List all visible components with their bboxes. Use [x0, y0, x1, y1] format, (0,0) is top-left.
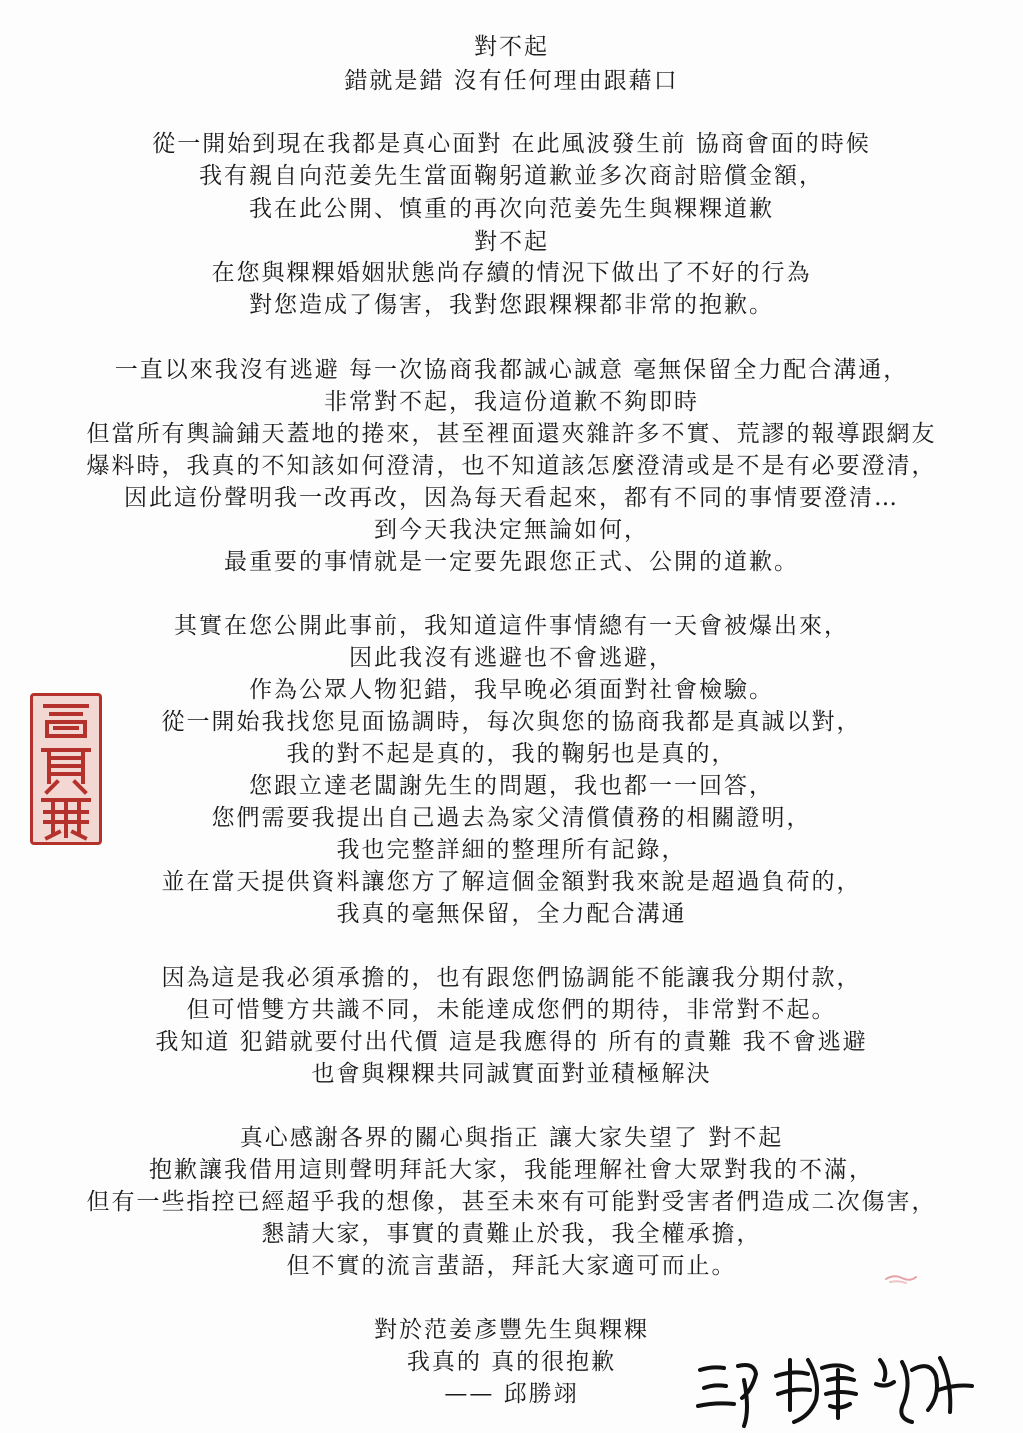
statement-subtitle: 錯就是錯 沒有任何理由跟藉口: [344, 68, 679, 94]
paragraph5-line: 抱歉讓我借用這則聲明拜託大家，我能理解社會大眾對我的不滿，: [149, 1157, 874, 1183]
paragraph5-line: 懇請大家，事實的責難止於我，我全權承擔，: [261, 1221, 762, 1247]
seal-glyphs: [33, 696, 99, 842]
paragraph1-line: 我在此公開、慎重的再次向范姜先生與粿粿道歉: [249, 196, 774, 222]
paragraph2-line: 但當所有輿論鋪天蓋地的捲來，甚至裡面還夾雜許多不實、荒謬的報導跟網友: [86, 421, 937, 447]
handwritten-signature: [690, 1340, 980, 1430]
paragraph3-line: 您跟立達老闆謝先生的問題，我也都一一回答，: [249, 773, 774, 799]
paragraph4-line: 也會與粿粿共同誠實面對並積極解決: [311, 1061, 712, 1087]
paragraph3-line: 我真的毫無保留，全力配合溝通: [336, 901, 687, 927]
paragraph3-line: 作為公眾人物犯錯，我早晚必須面對社會檢驗。: [249, 677, 774, 703]
paragraph2-line: 到今天我決定無論如何，: [374, 517, 649, 543]
closing-line: —— 邱勝翊: [444, 1381, 579, 1407]
paragraph4-line: 但可惜雙方共識不同，未能達成您們的期待，非常對不起。: [186, 997, 837, 1023]
paragraph1-line: 我有親自向范姜先生當面鞠躬道歉並多次商討賠償金額，: [199, 163, 824, 189]
statement-title: 對不起: [474, 34, 549, 60]
paragraph3-line: 並在當天提供資料讓您方了解這個金額對我來說是超過負荷的，: [161, 869, 862, 895]
paragraph1-line: 對您造成了傷害，我對您跟粿粿都非常的抱歉。: [249, 292, 774, 318]
paragraph2-line: 因此這份聲明我一改再改，因為每天看起來，都有不同的事情要澄清…: [124, 485, 899, 511]
paragraph2-line: 非常對不起，我這份道歉不夠即時: [324, 389, 699, 415]
paragraph5-line: 但不實的流言蜚語，拜託大家適可而止。: [286, 1253, 737, 1279]
paragraph2-line: 一直以來我沒有逃避 每一次協商我都誠心誠意 毫無保留全力配合溝通，: [114, 357, 909, 383]
paragraph3-line: 您們需要我提出自己過去為家父清償債務的相關證明，: [211, 805, 812, 831]
paragraph5-line: 但有一些指控已經超乎我的想像，甚至未來有可能對受害者們造成二次傷害，: [86, 1189, 937, 1215]
paragraph3-line: 我的對不起是真的，我的鞠躬也是真的，: [286, 741, 737, 767]
paragraph3-line: 其實在您公開此事前，我知道這件事情總有一天會被爆出來，: [174, 613, 849, 639]
paragraph3-line: 因此我沒有逃避也不會逃避，: [349, 645, 674, 671]
paragraph4-line: 我知道 犯錯就要付出代價 這是我應得的 所有的責難 我不會逃避: [155, 1029, 868, 1055]
paragraph1-line: 在您與粿粿婚姻狀態尚存續的情況下做出了不好的行為: [211, 260, 812, 286]
paragraph2-line: 爆料時，我真的不知該如何澄清，也不知道該怎麼澄清或是不是有必要澄清，: [86, 453, 937, 479]
closing-line: 我真的 真的很抱歉: [406, 1349, 617, 1375]
paragraph1-line: 對不起: [474, 229, 549, 255]
paragraph4-line: 因為這是我必須承擔的，也有跟您們協調能不能讓我分期付款，: [161, 965, 862, 991]
paragraph3-line: 從一開始我找您見面協調時，每次與您的協商我都是真誠以對，: [161, 709, 862, 735]
paragraph5-line: 真心感謝各界的關心與指正 讓大家失望了 對不起: [239, 1125, 784, 1151]
red-seal-stamp: [30, 693, 102, 845]
pink-ink-smudge: [884, 1272, 918, 1286]
paragraph1-line: 從一開始到現在我都是真心面對 在此風波發生前 協商會面的時候: [152, 131, 871, 157]
paragraph2-line: 最重要的事情就是一定要先跟您正式、公開的道歉。: [224, 549, 799, 575]
closing-line: 對於范姜彥豐先生與粿粿: [374, 1317, 649, 1343]
paragraph3-line: 我也完整詳細的整理所有記錄，: [336, 837, 687, 863]
